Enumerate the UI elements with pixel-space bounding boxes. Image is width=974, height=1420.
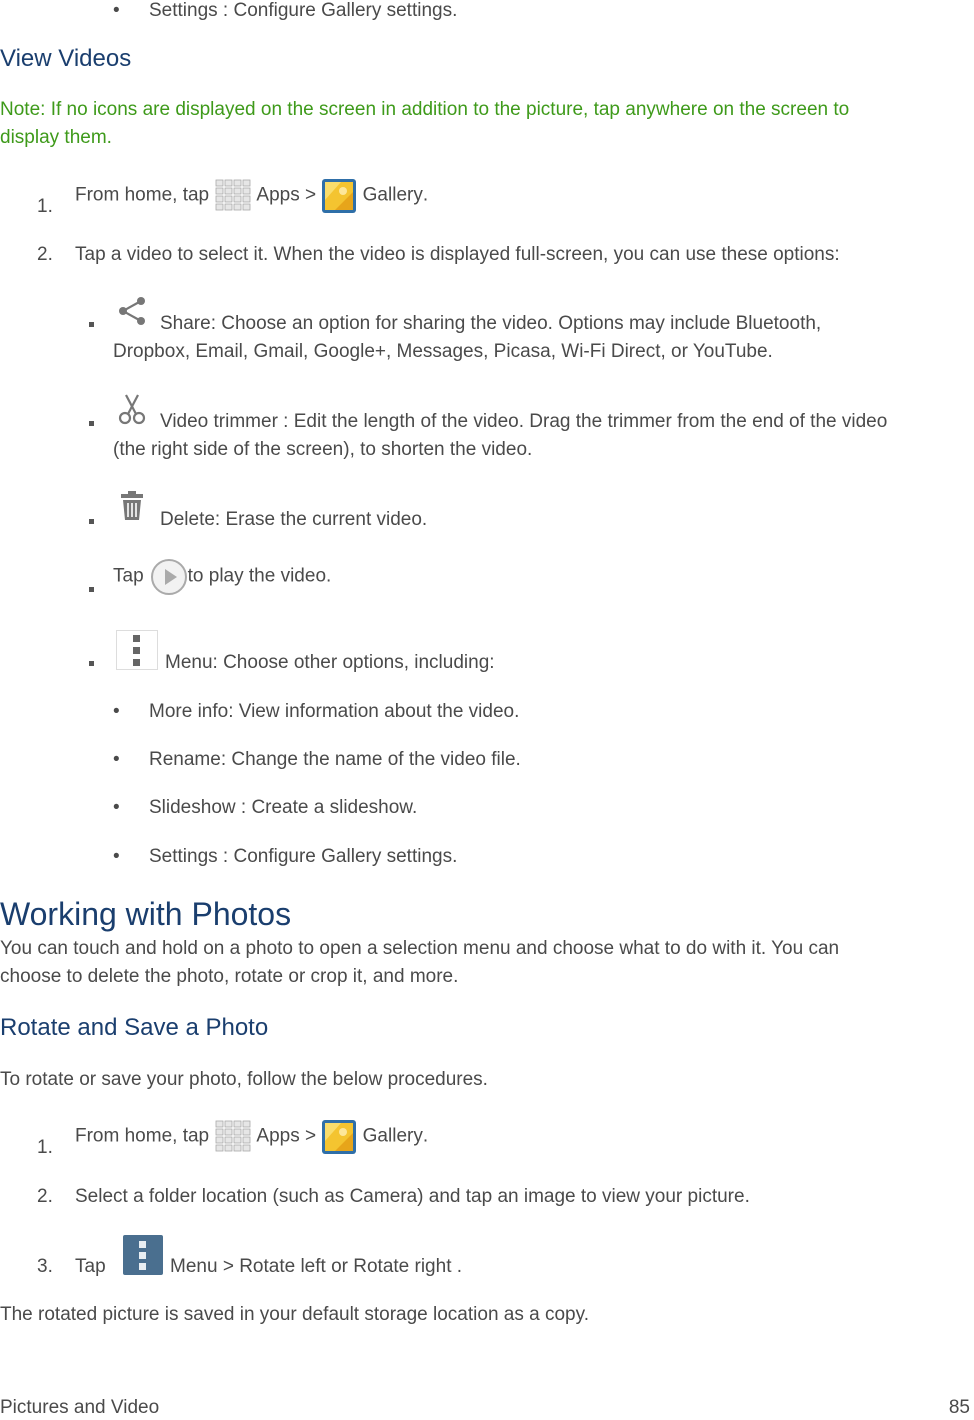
bullet-dot: • bbox=[113, 846, 120, 867]
menu-item-term: Slideshow bbox=[149, 797, 236, 818]
top-settings-item bbox=[149, 0, 457, 23]
menu-item-text: : View information about the video. bbox=[228, 701, 520, 722]
trimmer-desc: : Edit the length of the video. Drag the trimmer from the end of the video bbox=[277, 411, 888, 432]
footer-section: Pictures and Video bbox=[0, 1397, 160, 1418]
separator: > bbox=[304, 1125, 317, 1147]
square-bullet bbox=[89, 421, 94, 426]
bullet-dot: • bbox=[113, 0, 120, 21]
menu-item-term: More info bbox=[149, 701, 229, 722]
menu-dots-icon bbox=[123, 1235, 163, 1275]
menu-item-text: : Create a slideshow. bbox=[235, 797, 418, 818]
separator: > bbox=[304, 184, 317, 206]
step-number: 1. bbox=[37, 196, 53, 217]
rotate-left-label: Rotate left bbox=[239, 1256, 326, 1277]
square-bullet bbox=[89, 322, 94, 327]
separator: > bbox=[222, 1256, 240, 1277]
share-term: Share bbox=[160, 313, 211, 334]
note-line1 bbox=[0, 99, 849, 122]
apps-label: Apps bbox=[256, 1125, 300, 1147]
working-photos-heading: Working with Photos bbox=[0, 896, 292, 932]
note-text: : If no icons are displayed on the screen in addition to the picture, tap anywhere on the screen to bbox=[40, 99, 850, 120]
settings-term: Settings bbox=[149, 0, 218, 21]
apps-grid-icon bbox=[215, 1120, 251, 1154]
menu-dots-icon bbox=[116, 630, 158, 670]
menu-item bbox=[149, 749, 521, 772]
view-videos-heading: View Videos bbox=[0, 45, 132, 72]
share-line1 bbox=[160, 313, 821, 336]
square-bullet bbox=[89, 587, 94, 592]
step-number: 2. bbox=[37, 244, 53, 265]
share-icon bbox=[115, 294, 149, 328]
rotate-step2: Select a folder location (such as Camera) and tap an image to view your picture. bbox=[75, 1186, 750, 1207]
rotate-step3-text bbox=[170, 1256, 462, 1279]
step-number: 2. bbox=[37, 1186, 53, 1207]
trash-icon bbox=[115, 489, 149, 523]
menu-item bbox=[149, 846, 457, 869]
play-suffix: to play the video. bbox=[187, 565, 332, 587]
step1-from-home bbox=[75, 178, 428, 214]
note-label: Note bbox=[0, 99, 41, 120]
square-bullet bbox=[89, 661, 94, 666]
step2-text: Tap a video to select it. When the video is displayed full-screen, you can use these options: bbox=[75, 244, 840, 265]
rotate-intro: To rotate or save your photo, follow the below procedures. bbox=[0, 1069, 488, 1090]
scissors-icon bbox=[115, 392, 149, 426]
bullet-dot: • bbox=[113, 749, 120, 770]
page-number: 85 bbox=[948, 1397, 970, 1418]
period: . bbox=[422, 184, 429, 206]
delete-term: Delete bbox=[160, 509, 215, 530]
rotate-closing: The rotated picture is saved in your default storage location as a copy. bbox=[0, 1304, 589, 1325]
bullet-dot: • bbox=[113, 797, 120, 818]
apps-label: Apps bbox=[256, 184, 300, 206]
rotate-step1 bbox=[75, 1119, 428, 1155]
menu-term: Menu bbox=[165, 652, 213, 673]
gallery-icon bbox=[321, 178, 357, 214]
rotate-step3-tap: Tap bbox=[75, 1256, 106, 1277]
gallery-icon bbox=[321, 1119, 357, 1155]
trimmer-term: Video trimmer bbox=[160, 411, 278, 432]
play-icon bbox=[150, 558, 188, 596]
apps-grid-icon bbox=[215, 179, 251, 213]
menu-item-text: : Change the name of the video file. bbox=[220, 749, 521, 770]
note-line2: display them. bbox=[0, 127, 112, 148]
settings-text: : Configure Gallery settings. bbox=[217, 0, 458, 21]
step-number: 3. bbox=[37, 1256, 53, 1277]
menu-line bbox=[165, 652, 495, 675]
delete-line bbox=[160, 509, 427, 532]
delete-desc: : Erase the current video. bbox=[214, 509, 428, 530]
period: . bbox=[451, 1256, 463, 1277]
rotate-right-label: Rotate right bbox=[353, 1256, 452, 1277]
trimmer-line2: (the right side of the screen), to shorten the video. bbox=[113, 439, 533, 460]
menu-item-term: Settings bbox=[149, 846, 218, 867]
bullet-dot: • bbox=[113, 701, 120, 722]
share-line2: Dropbox, Email, Gmail, Google+, Messages, Picasa, Wi-Fi Direct, or YouTube. bbox=[113, 341, 773, 362]
trimmer-line1 bbox=[160, 411, 887, 434]
menu-item-text: : Configure Gallery settings. bbox=[217, 846, 458, 867]
period: . bbox=[422, 1125, 429, 1147]
menu-item-term: Rename bbox=[149, 749, 221, 770]
menu-label: Menu bbox=[170, 1256, 218, 1277]
step-number: 1. bbox=[37, 1137, 53, 1158]
photos-intro-line2: choose to delete the photo, rotate or crop it, and more. bbox=[0, 966, 459, 987]
or-text: or bbox=[325, 1256, 354, 1277]
step-text: From home, tap bbox=[75, 184, 210, 206]
step-text: From home, tap bbox=[75, 1125, 210, 1147]
play-prefix: Tap bbox=[113, 565, 144, 587]
share-desc: : Choose an option for sharing the video. Options may include Bluetooth, bbox=[210, 313, 822, 334]
menu-item bbox=[149, 797, 417, 820]
menu-desc: : Choose other options, including: bbox=[212, 652, 495, 673]
menu-item bbox=[149, 701, 519, 724]
play-line bbox=[113, 558, 331, 596]
gallery-label: Gallery bbox=[362, 184, 423, 206]
rotate-save-heading: Rotate and Save a Photo bbox=[0, 1014, 269, 1041]
gallery-label: Gallery bbox=[362, 1125, 423, 1147]
photos-intro-line1: You can touch and hold on a photo to open a selection menu and choose what to do with it. You can bbox=[0, 938, 840, 959]
square-bullet bbox=[89, 519, 94, 524]
